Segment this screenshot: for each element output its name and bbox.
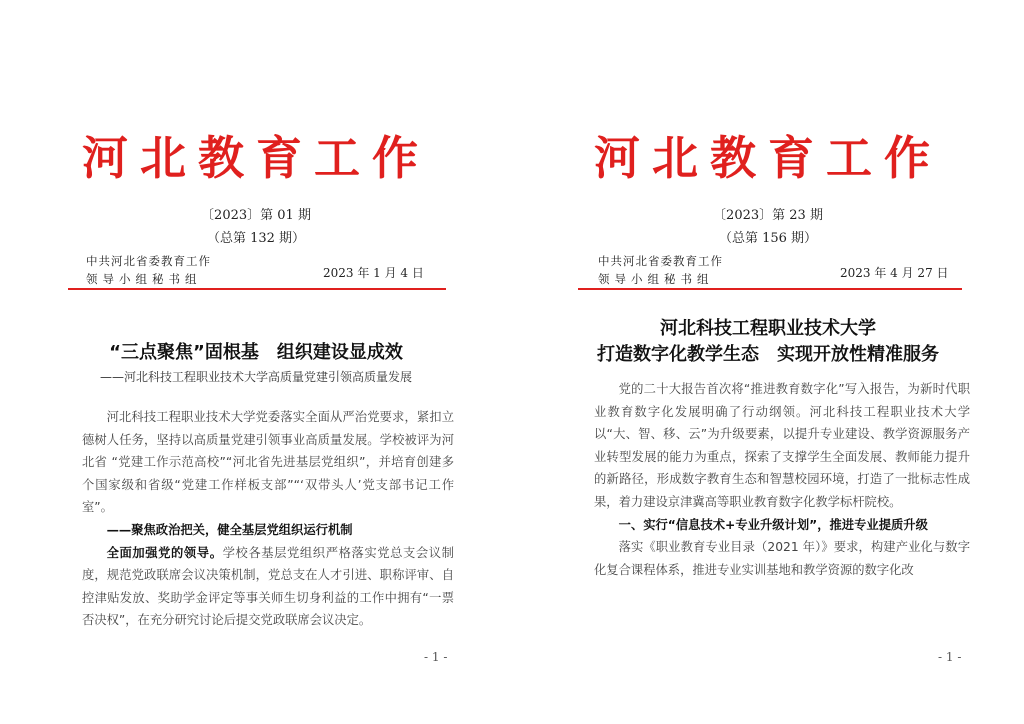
- masthead-title: 河北教育工作: [594, 131, 942, 185]
- red-divider: [578, 288, 962, 290]
- article-subtitle: ——河北科技工程职业技术大学高质量党建引领高质量发展: [99, 370, 412, 384]
- issue-number: 〔2023〕第 01 期: [201, 208, 311, 223]
- publisher-line-2: 领导小组秘书组: [86, 272, 202, 286]
- lead-phrase: 全面加强党的领导。: [106, 545, 223, 560]
- article-title: “三点聚焦”固根基 组织建设显成效: [109, 342, 403, 363]
- publisher-line-1: 中共河北省委教育工作: [598, 254, 723, 268]
- publisher-line-2: 领导小组秘书组: [598, 272, 714, 286]
- article-body: [594, 378, 970, 581]
- total-issue-number: （总第 132 期）: [206, 231, 306, 246]
- publisher-line-1: 中共河北省委教育工作: [86, 254, 211, 268]
- masthead-title: 河北教育工作: [82, 131, 430, 185]
- paragraph: [82, 542, 454, 632]
- paragraph: 落实《职业教育专业目录（2021 年）》要求，构建产业化与数字化复合课程体系，推进专业实训基地和教学资源的数字化改: [594, 540, 970, 577]
- right-page: [512, 0, 1024, 724]
- section-heading: ——聚焦政治把关，健全基层党组织运行机制: [106, 522, 353, 537]
- issue-date: 2023 年 1 月 4 日: [323, 266, 424, 280]
- page-number: - 1 -: [424, 650, 448, 664]
- issue-date: 2023 年 4 月 27 日: [840, 266, 949, 280]
- page-number: - 1 -: [938, 650, 962, 664]
- issue-number: 〔2023〕第 23 期: [713, 208, 823, 223]
- paragraph: 河北科技工程职业技术大学党委落实全面从严治党要求，紧扣立德树人任务，坚持以高质量党建引领事业高质量发展。学校被评为河北省 “党建工作示范高校”“河北省先进基层党组织”，并培育创建多个国家级和省级“党建工作样板支部”“‘双带头人’党支部书记工作室”。: [82, 410, 454, 515]
- paragraph: 党的二十大报告首次将“推进教育数字化”写入报告，为新时代职业教育数字化发展明确了行动纲领。河北科技工程职业技术大学以“大、智、移、云”为升级要素，以提升专业建设、教学资源服务产业转型发展的能力为重点，探索了支撑学生全面发展、教师能力提升的新路径，形成数字教育生态和智慧校园环境，打造了一批标志性成果，着力建设京津冀高等职业教育数字化教学标杆院校。: [594, 382, 970, 509]
- article-body: [82, 406, 454, 632]
- paragraph-text: 学校各基层党组织严格落实党总支会议制度，规范党政联席会议决策机制，党总支在人才引进、职称评审、自控津贴发放、奖助学金评定等事关师生切身利益的工作中拥有“一票否决权”，在充分研究讨论后提交党政联席会议决定。: [82, 545, 454, 628]
- article-title-line-2: 打造数字化教学生态 实现开放性精准服务: [597, 344, 939, 365]
- red-divider: [68, 288, 446, 290]
- article-title-line-1: 河北科技工程职业技术大学: [660, 318, 876, 339]
- section-heading: 一、实行“信息技术+专业升级计划”，推进专业提质升级: [618, 517, 928, 532]
- total-issue-number: （总第 156 期）: [718, 231, 818, 246]
